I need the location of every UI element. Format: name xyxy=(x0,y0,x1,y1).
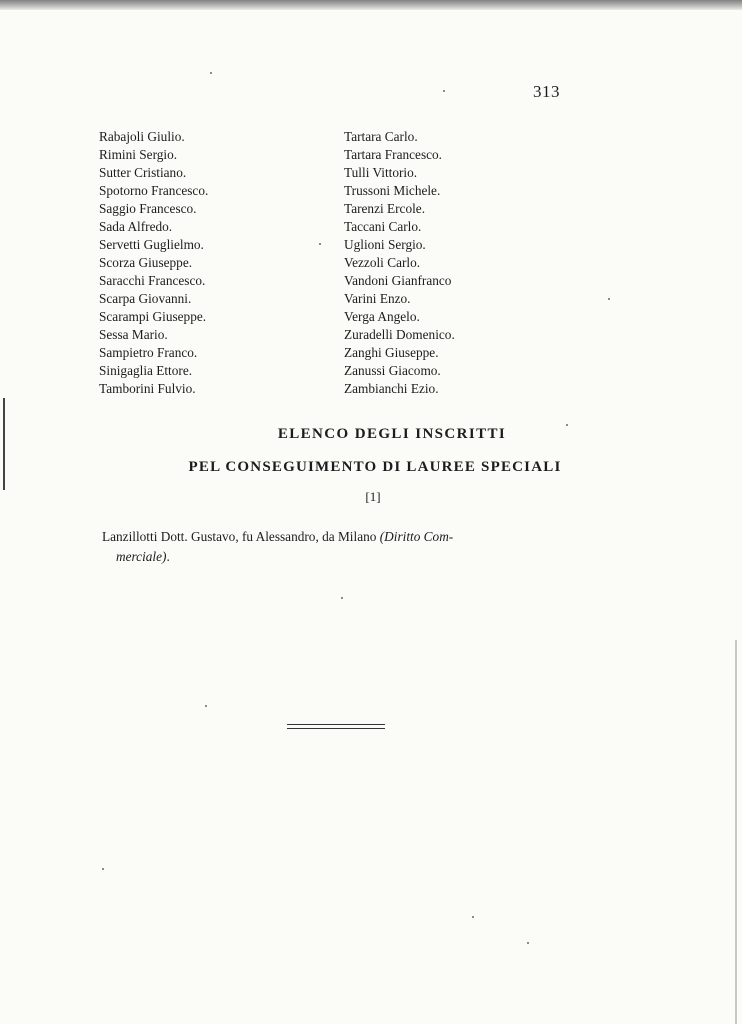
name-item: Tamborini Fulvio. xyxy=(99,381,196,396)
name-item: Vezzoli Carlo. xyxy=(344,255,421,270)
scan-top-edge xyxy=(0,0,742,10)
entry-continuation xyxy=(102,547,572,567)
name-item: Tarenzi Ercole. xyxy=(344,201,426,216)
entry-trailing: . xyxy=(166,549,170,564)
name-item: Rabajoli Giulio. xyxy=(99,129,185,144)
name-item: Tulli Vittorio. xyxy=(344,165,418,180)
name-item: Sinigaglia Ettore. xyxy=(99,363,193,378)
scan-speck xyxy=(102,868,104,870)
name-item: Spotorno Francesco. xyxy=(99,183,209,198)
name-item: Tartara Carlo. xyxy=(344,129,418,144)
name-item: Uglioni Sergio. xyxy=(344,237,426,252)
name-item: Sampietro Franco. xyxy=(99,345,198,360)
entry-subject-part1: (Diritto Com- xyxy=(379,529,454,544)
name-item: Varini Enzo. xyxy=(344,291,411,306)
name-item: Verga Angelo. xyxy=(344,309,420,324)
names-left-column xyxy=(99,128,208,398)
name-item: Trussoni Michele. xyxy=(344,183,441,198)
name-item: Sada Alfredo. xyxy=(99,219,173,234)
name-item: Scorza Giuseppe. xyxy=(99,255,193,270)
scan-speck xyxy=(527,942,529,944)
name-item: Saggio Francesco. xyxy=(99,201,197,216)
scan-speck xyxy=(443,90,445,92)
scan-speck xyxy=(608,298,610,300)
name-item: Saracchi Francesco. xyxy=(99,273,206,288)
scan-speck xyxy=(319,243,321,245)
name-item: Zanghi Giuseppe. xyxy=(344,345,439,360)
name-item: Taccani Carlo. xyxy=(344,219,422,234)
entry-paragraph xyxy=(102,527,572,567)
scan-speck xyxy=(566,424,568,426)
footnote-reference: [1] xyxy=(365,489,381,504)
name-item: Zuradelli Domenico. xyxy=(344,327,455,342)
name-item: Vandoni Gianfranco xyxy=(344,273,452,288)
name-item: Sessa Mario. xyxy=(99,327,168,342)
name-item: Zanussi Giacomo. xyxy=(344,363,441,378)
name-item: Scarampi Giuseppe. xyxy=(99,309,207,324)
names-right-column xyxy=(344,128,455,398)
separator-rule-top xyxy=(287,724,385,725)
name-item: Zambianchi Ezio. xyxy=(344,381,439,396)
name-item: Servetti Guglielmo. xyxy=(99,237,204,252)
scan-speck xyxy=(210,72,212,74)
scan-speck xyxy=(205,705,207,707)
page-number: 313 xyxy=(533,82,560,101)
name-item: Rimini Sergio. xyxy=(99,147,178,162)
entry-subject-part2: merciale) xyxy=(116,549,167,564)
name-item: Sutter Cristiano. xyxy=(99,165,187,180)
entry-text: Lanzillotti Dott. Gustavo, fu Alessandro, da Milano xyxy=(102,529,380,544)
scan-speck xyxy=(472,916,474,918)
name-item: Tartara Francesco. xyxy=(344,147,442,162)
scan-left-mark xyxy=(3,398,5,490)
separator-rule-bottom xyxy=(287,728,385,729)
name-item: Scarpa Giovanni. xyxy=(99,291,192,306)
scan-right-edge xyxy=(735,640,737,1024)
scan-speck xyxy=(341,597,343,599)
section-title: ELENCO DEGLI INSCRITTI xyxy=(277,426,507,442)
section-subtitle: PEL CONSEGUIMENTO DI LAUREE SPECIALI xyxy=(188,459,562,475)
